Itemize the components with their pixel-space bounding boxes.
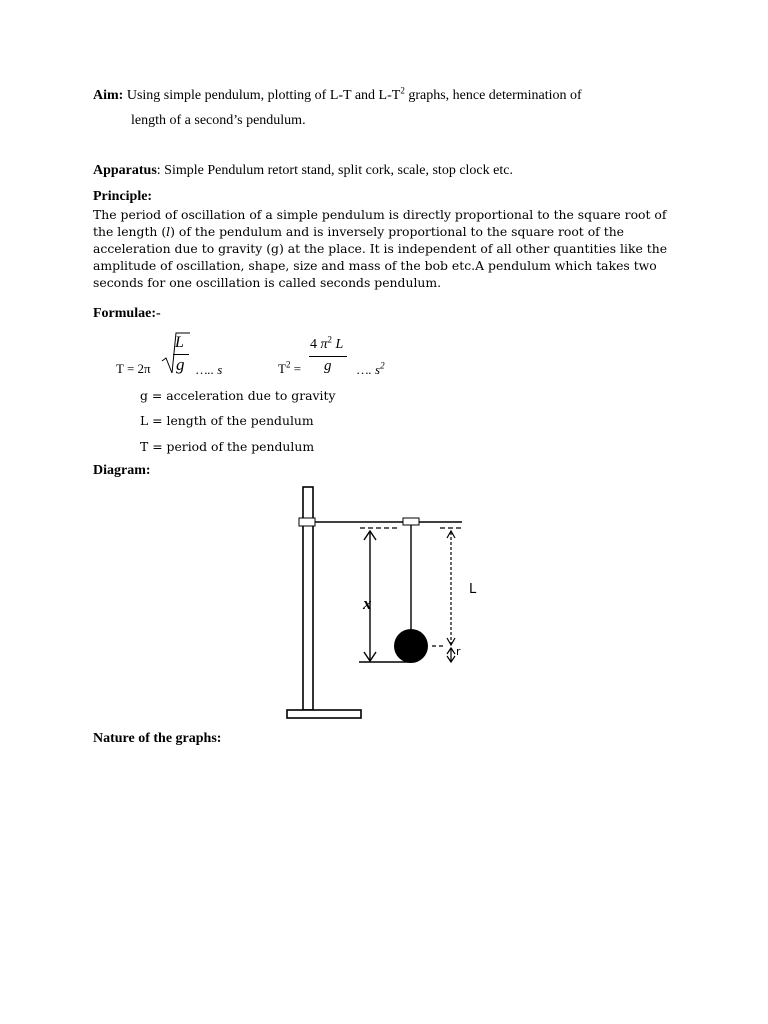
formula-2-unit-sup: 2 — [380, 360, 385, 371]
pendulum-diagram — [280, 482, 500, 722]
principle-label: Principle: — [93, 189, 153, 204]
diagram-heading — [93, 463, 151, 479]
diagram-label-r: r — [456, 645, 461, 658]
aim-superscript: 2 — [400, 85, 405, 96]
principle-text-a: The period of oscillation of a simple pendulum is directly proportional to the square root of the length ( — [93, 207, 667, 239]
formulae-label: Formulae:- — [93, 306, 161, 321]
principle-heading — [93, 189, 152, 205]
apparatus-line — [93, 163, 513, 179]
formula-2-num-4: 4 — [310, 337, 317, 352]
formula-2-T-sup: 2 — [285, 359, 291, 370]
retort-stand-base — [287, 710, 361, 718]
aim-text: Using simple pendulum, plotting of L-T and L-T — [123, 88, 401, 103]
formula-2-lhs — [278, 361, 301, 377]
principle-text-b: ) of the pendulum and is inversely proportional to the square root of the acceleration due to gravity (g) at the place. It is independent of all other quantities like the amplitude of oscillation, shape, size and mass of the bob etc.A pendulum which takes two seconds for one oscillation is called seconds pendulum. — [93, 224, 668, 290]
formula-1-unit: ….. s — [196, 362, 223, 377]
aim-line-2: length of a second’s pendulum. — [131, 113, 306, 128]
definition-L: L = length of the pendulum — [140, 413, 314, 428]
formula-2-equals: = — [290, 361, 302, 376]
formula-2-num-L: L — [335, 337, 344, 352]
aim-label: Aim: — [93, 88, 124, 103]
split-cork — [403, 518, 419, 525]
formula-2-numerator — [310, 334, 344, 353]
diagram-label-L: L — [469, 582, 477, 597]
formula-1-denominator: g — [176, 355, 185, 374]
clamp — [299, 518, 315, 526]
definition-T: T = period of the pendulum — [140, 439, 315, 454]
graphs-label: Nature of the graphs: — [93, 731, 222, 746]
graphs-heading — [93, 731, 221, 747]
aim-text-end: graphs, hence determination of — [404, 88, 582, 103]
diagram-label: Diagram: — [93, 463, 151, 478]
aim-line — [93, 85, 582, 104]
formula-2-num-sup: 2 — [327, 334, 333, 345]
definition-g: g = acceleration due to gravity — [140, 388, 336, 403]
apparatus-label: Apparatus — [93, 163, 157, 178]
formula-1-numerator: L — [175, 334, 184, 351]
formula-2-T: T — [278, 361, 286, 376]
formula-2-fraction-bar — [309, 356, 347, 357]
principle-text-l: l — [166, 224, 171, 239]
formula-2-denominator: g — [324, 358, 332, 374]
formula-1-lhs: T = 2π — [116, 361, 151, 376]
pendulum-bob — [394, 629, 428, 663]
formula-2-unit-text: …. s — [357, 362, 381, 377]
apparatus-text: : Simple Pendulum retort stand, split cork, scale, stop clock etc. — [156, 163, 513, 178]
principle-paragraph — [93, 206, 673, 291]
formulae-heading — [93, 306, 161, 322]
formula-2-num-pi: π — [320, 337, 328, 352]
diagram-label-x: x — [363, 594, 372, 613]
formula-2-unit — [357, 362, 385, 378]
